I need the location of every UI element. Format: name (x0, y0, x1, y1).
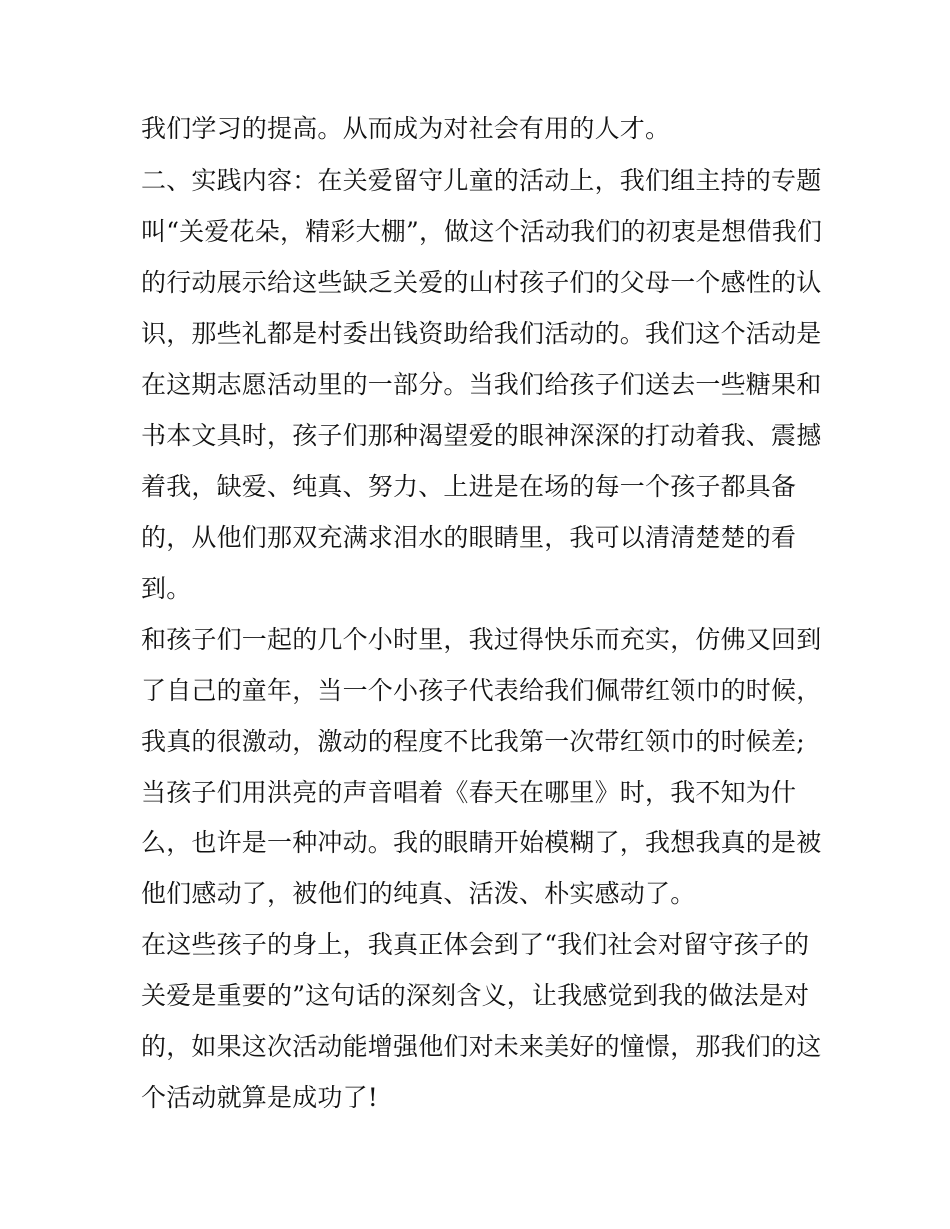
text-line: 在这期志愿活动里的一部分。当我们给孩子们送去一些糖果和 (141, 370, 822, 399)
text-line: 我真的很激动，激动的程度不比我第一次带红领巾的时候差; (141, 727, 805, 756)
text-line: 了自己的童年，当一个小孩子代表给我们佩带红领巾的时候， (141, 676, 822, 705)
text-line: 关爱是重要的”这句话的深刻含义，让我感觉到我的做法是对 (141, 981, 810, 1010)
text-line: 的，从他们那双充满求泪水的眼睛里，我可以清清楚楚的看 (141, 523, 797, 552)
text-line: 书本文具时，孩子们那种渴望爱的眼神深深的打动着我、震撼 (141, 421, 822, 450)
text-line: 叫“关爱花朵，精彩大棚”，做这个活动我们的初衷是想借我们 (141, 217, 823, 246)
text-line: 我们学习的提高。从而成为对社会有用的人才。 (141, 114, 671, 143)
text-line: 的，如果这次活动能增强他们对未来美好的憧憬，那我们的这 (141, 1032, 822, 1061)
text-line: 当孩子们用洪亮的声音唱着《春天在哪里》时，我不知为什 (141, 778, 797, 807)
text-line: 他们感动了，被他们的纯真、活泼、朴实感动了。 (141, 879, 696, 908)
text-line: 到。 (141, 574, 192, 603)
text-line: 在这些孩子的身上，我真正体会到了“我们社会对留守孩子的 (141, 930, 810, 959)
text-line: 识，那些礼都是村委出钱资助给我们活动的。我们这个活动是 (141, 319, 822, 348)
text-line: 和孩子们一起的几个小时里，我过得快乐而充实，仿佛又回到 (141, 625, 822, 654)
text-line: 着我，缺爱、纯真、努力、上进是在场的每一个孩子都具备 (141, 472, 797, 501)
text-line: 的行动展示给这些缺乏关爱的山村孩子们的父母一个感性的认 (141, 268, 822, 297)
text-line: 么，也许是一种冲动。我的眼睛开始模糊了，我想我真的是被 (141, 828, 822, 857)
text-line: 二、实践内容：在关爱留守儿童的活动上，我们组主持的专题 (141, 166, 822, 195)
text-line: 个活动就算是成功了! (141, 1083, 379, 1112)
